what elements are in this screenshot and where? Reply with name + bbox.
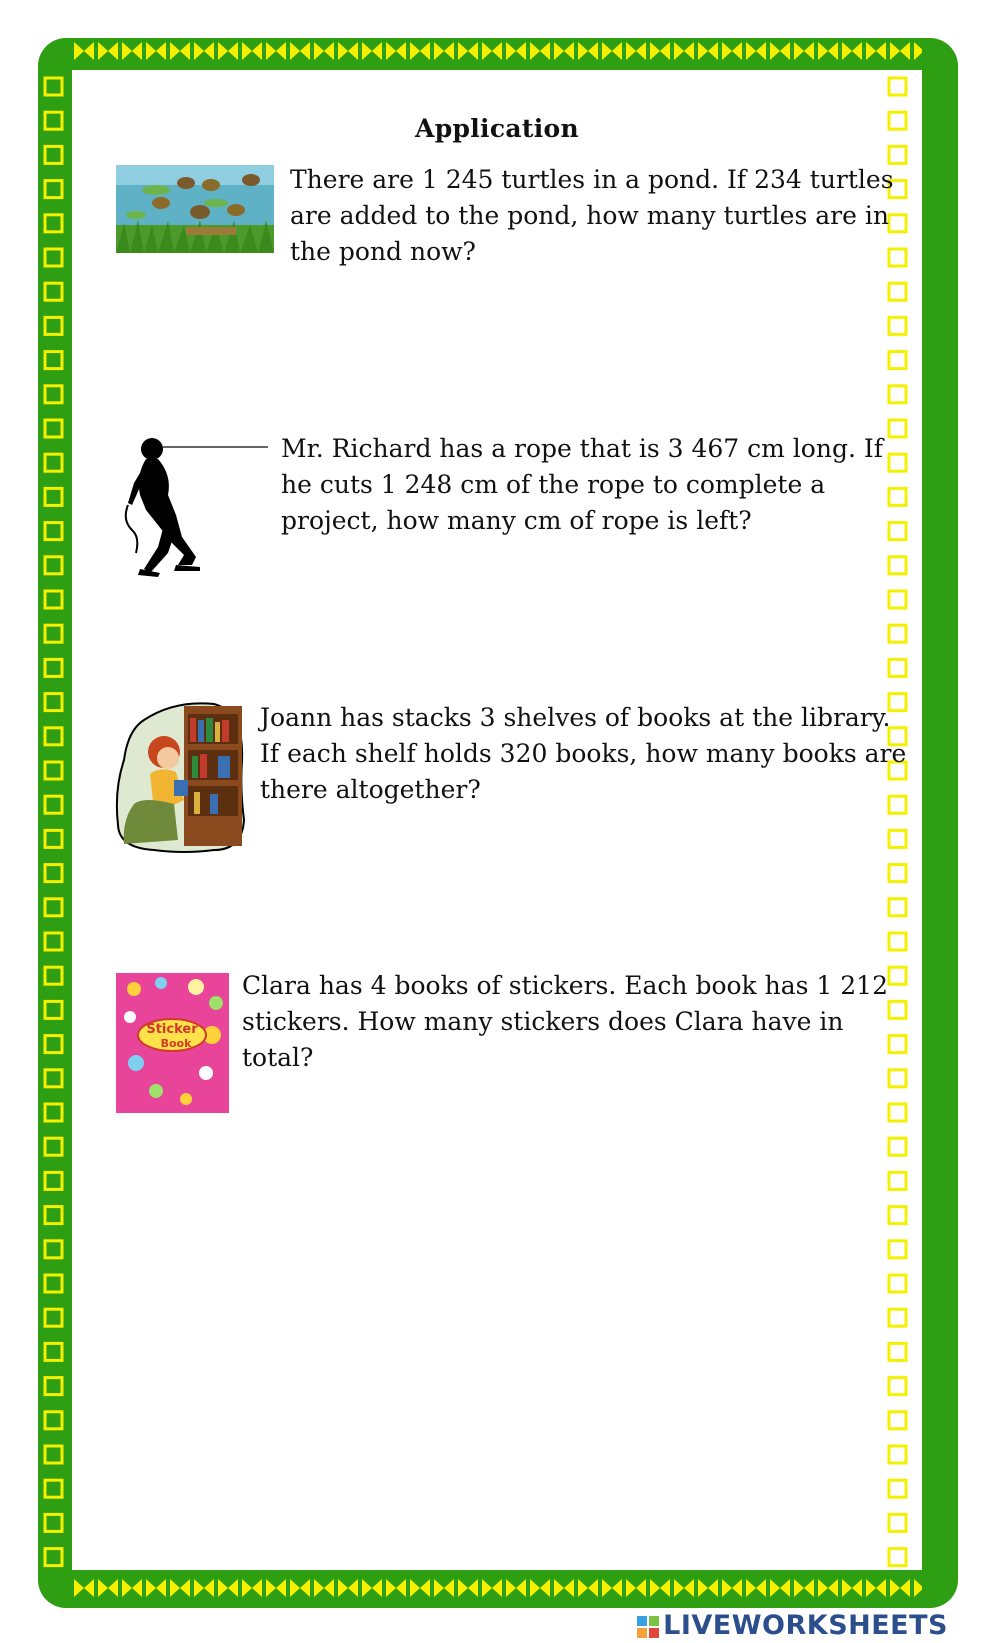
border-square [45,1446,62,1463]
border-square [889,591,906,608]
border-square [889,1514,906,1531]
border-square [889,865,906,882]
border-square [889,1480,906,1497]
border-square [45,625,62,642]
border-square [45,659,62,676]
border-square [889,146,906,163]
border-square [45,694,62,711]
border-square [45,1309,62,1326]
border-square [45,830,62,847]
border-square [45,181,62,198]
left-border-squares [42,72,66,1572]
border-square [889,523,906,540]
border-square [889,1549,906,1566]
border-square [45,728,62,745]
liveworksheets-logo-icon [637,1616,659,1638]
border-square [45,1036,62,1053]
svg-text:Sticker: Sticker [146,1022,198,1037]
border-square [45,112,62,129]
svg-text:Book: Book [160,1037,192,1050]
border-square [45,557,62,574]
border-square [45,523,62,540]
border-square [889,488,906,505]
question-3-line-2: If each shelf holds 320 books, how many books are [260,739,907,768]
border-square [889,112,906,129]
border-square [889,1172,906,1189]
border-square [45,762,62,779]
sticker-book-image [116,973,229,1113]
border-square [889,933,906,950]
border-square [45,865,62,882]
question-2-line-2: he cuts 1 248 cm of the rope to complete a [281,470,826,499]
border-square [45,420,62,437]
question-3-line-3: there altogether? [260,775,481,804]
border-square [45,967,62,984]
border-square [889,967,906,984]
border-square [45,78,62,95]
border-square [889,1104,906,1121]
question-3-line-1: Joann has stacks 3 shelves of books at the library. [260,703,891,732]
border-square [45,215,62,232]
border-square [45,1207,62,1224]
page-title: Application [415,114,579,143]
border-square [45,1001,62,1018]
border-square [889,1036,906,1053]
border-square [889,1275,906,1292]
border-square [889,1446,906,1463]
border-square [45,1549,62,1566]
liveworksheets-watermark [637,1610,948,1641]
border-square [889,420,906,437]
border-square [45,317,62,334]
border-square [45,488,62,505]
border-square [889,1343,906,1360]
border-square [889,1309,906,1326]
turtles-pond-image [116,165,274,253]
border-square [889,386,906,403]
border-square [45,386,62,403]
question-4-line-3: total? [242,1043,314,1072]
question-2-line-1: Mr. Richard has a rope that is 3 467 cm long. If [281,434,883,463]
border-square [45,1343,62,1360]
border-square [889,317,906,334]
question-4-line-2: stickers. How many stickers does Clara have in [242,1007,844,1036]
border-square [45,1514,62,1531]
border-square [45,899,62,916]
top-border-pattern [72,38,922,64]
question-4-line-1: Clara has 4 books of stickers. Each book has 1 212 [242,971,888,1000]
question-1-line-2: are added to the pond, how many turtles are in [290,201,889,230]
border-square [889,1138,906,1155]
border-square [45,1070,62,1087]
border-square [889,899,906,916]
man-pulling-rope-silhouette [118,435,268,585]
border-square [889,78,906,95]
border-square [45,796,62,813]
border-square [889,1001,906,1018]
right-border-squares [886,72,910,1572]
border-square [45,933,62,950]
border-square [889,1378,906,1395]
border-square [45,1480,62,1497]
border-square [889,1207,906,1224]
border-square [45,1104,62,1121]
border-square [45,1138,62,1155]
girl-at-bookshelf-image [114,700,246,855]
question-2-line-3: project, how many cm of rope is left? [281,506,752,535]
border-square [889,352,906,369]
question-4 [242,968,888,1076]
border-square [45,146,62,163]
border-square [889,1412,906,1429]
border-square [889,557,906,574]
border-square [45,249,62,266]
border-square [889,454,906,471]
border-square [889,830,906,847]
border-square [45,283,62,300]
border-square [889,1241,906,1258]
border-square [889,283,906,300]
question-3 [260,700,906,808]
question-2 [281,431,883,539]
question-1 [290,162,894,270]
border-square [45,1275,62,1292]
border-square [889,625,906,642]
bottom-border-pattern [72,1575,922,1601]
question-1-line-3: the pond now? [290,237,476,266]
border-square [45,1378,62,1395]
border-square [45,1172,62,1189]
border-square [45,1241,62,1258]
question-1-line-1: There are 1 245 turtles in a pond. If 234 turtles [290,165,894,194]
watermark-text: LIVEWORKSHEETS [663,1610,948,1641]
border-square [45,591,62,608]
border-square [45,454,62,471]
border-square [45,1412,62,1429]
border-square [889,659,906,676]
border-square [45,352,62,369]
border-square [889,1070,906,1087]
